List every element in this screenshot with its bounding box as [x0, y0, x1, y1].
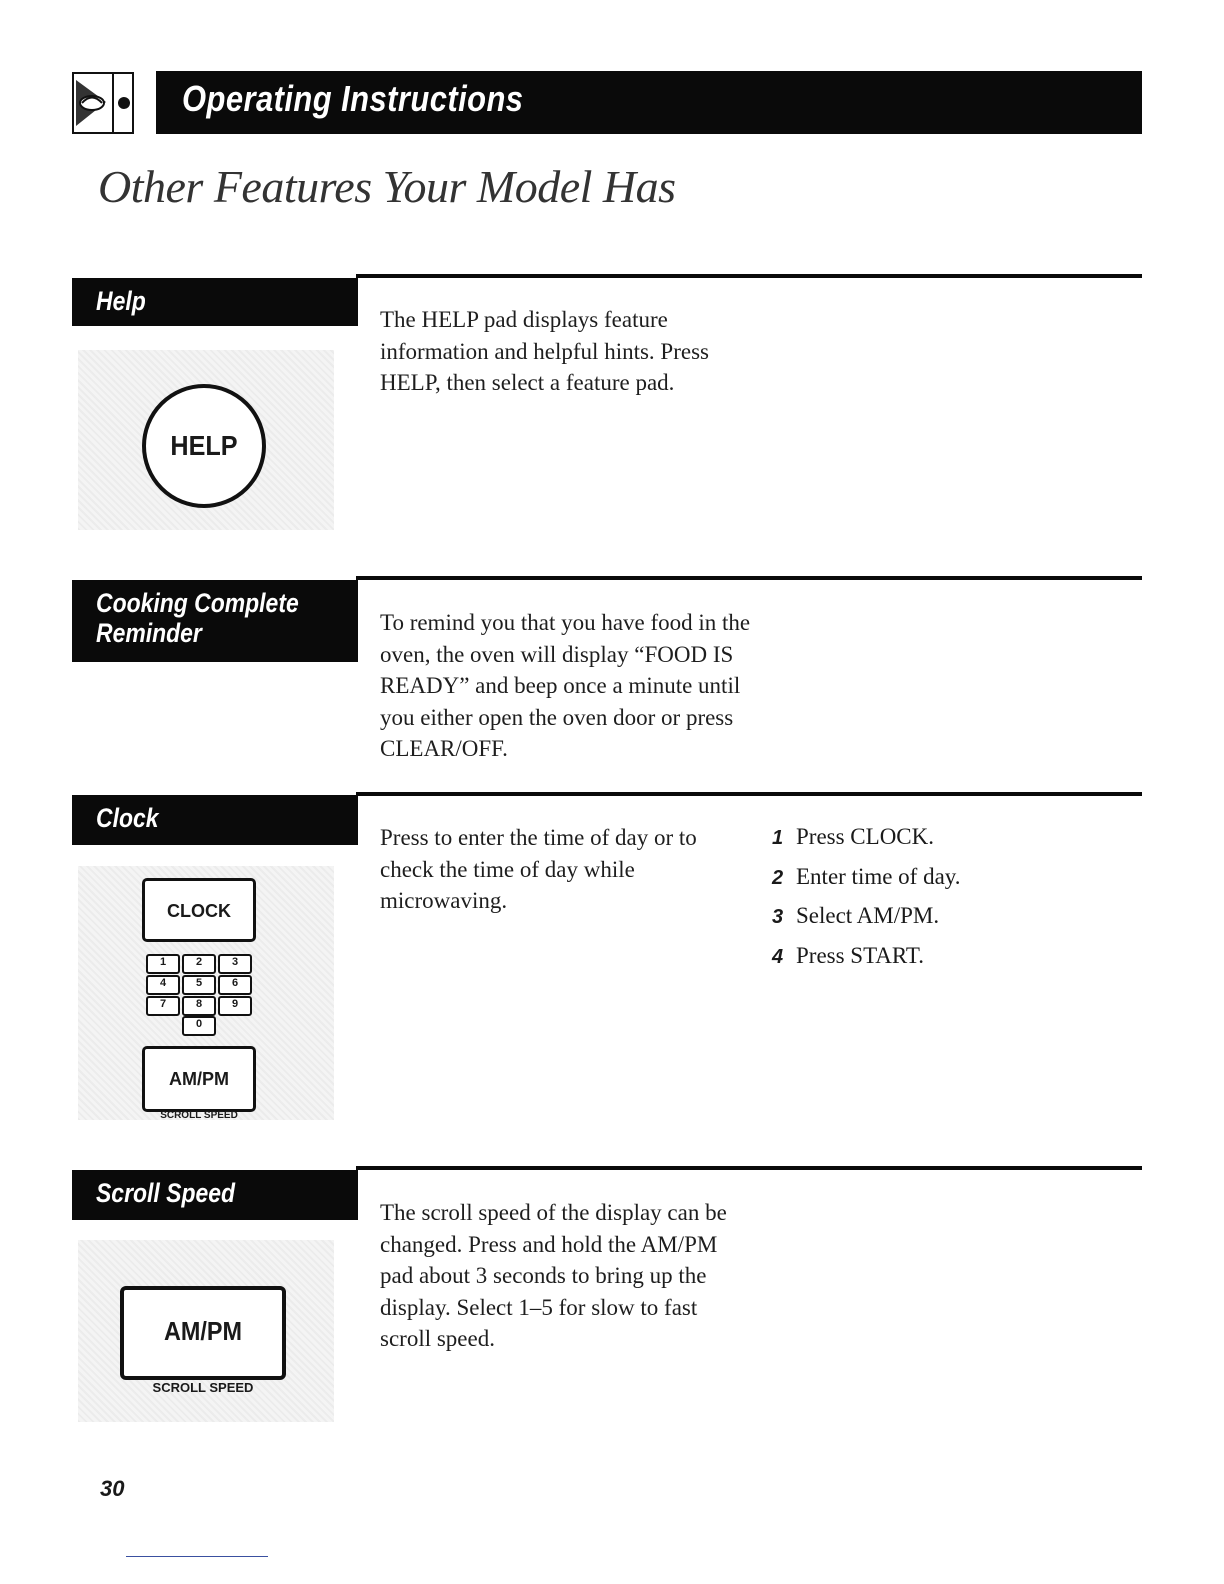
- scroll-speed-description: The scroll speed of the display can be changed. Press and hold the AM/PM pad about 3 seconds to bring up the display. Select 1–5 for slow to fast scroll speed.: [380, 1200, 727, 1351]
- step-text: Press START.: [796, 943, 924, 968]
- step-text: Press CLOCK.: [796, 824, 935, 849]
- section-heading-label: Clock: [96, 803, 159, 833]
- step-number: 2: [772, 867, 784, 889]
- header-title: Operating Instructions: [182, 78, 524, 119]
- step-number: 1: [772, 827, 784, 849]
- number-key-9: 9: [218, 996, 252, 1016]
- ampm-pad-caption: SCROLL SPEED: [160, 1110, 238, 1121]
- ampm-pad-large: [120, 1286, 286, 1380]
- number-key-3: 3: [218, 954, 252, 974]
- number-key-1: 1: [146, 954, 180, 974]
- section-heading-label-line2: Reminder: [96, 618, 202, 648]
- section-heading-label: Scroll Speed: [96, 1178, 236, 1208]
- clock-step: [772, 903, 939, 929]
- number-key-2: 2: [182, 954, 216, 974]
- reminder-description: To remind you that you have food in the oven, the oven will display “FOOD IS READY” and beep once a minute until you either open the oven door or press CLEAR/OFF.: [380, 610, 751, 761]
- section-rule: [356, 1166, 1142, 1170]
- number-key-8: 8: [182, 996, 216, 1016]
- section-heading-scroll-speed: [72, 1170, 358, 1220]
- number-key-0: 0: [182, 1016, 216, 1036]
- section-heading-reminder: [72, 580, 358, 662]
- ampm-pad-large-caption: SCROLL SPEED: [152, 1380, 254, 1395]
- number-key-4: 4: [146, 975, 180, 995]
- step-text: Select AM/PM.: [796, 903, 940, 928]
- clock-pad: [142, 878, 256, 942]
- step-number: 3: [772, 906, 784, 928]
- page-number: 30: [100, 1476, 125, 1501]
- clock-step: [772, 864, 961, 890]
- microwave-icon: [72, 72, 134, 134]
- section-rule: [356, 274, 1142, 278]
- clock-step: [772, 943, 924, 969]
- section-heading-label: Help: [96, 286, 146, 316]
- ampm-pad-large-label: AM/PM: [163, 1316, 242, 1346]
- section-rule: [356, 576, 1142, 580]
- section-heading-clock: [72, 795, 358, 845]
- number-key-5: 5: [182, 975, 216, 995]
- step-text: Enter time of day.: [796, 864, 961, 889]
- ampm-pad: [142, 1046, 256, 1112]
- page-title: Other Features Your Model Has: [98, 161, 676, 212]
- section-rule: [356, 792, 1142, 796]
- clock-illustration: [78, 866, 334, 1120]
- step-number: 4: [772, 946, 784, 968]
- section-heading-help: [72, 278, 358, 326]
- help-description: The HELP pad displays feature information and helpful hints. Press HELP, then select a feature pad.: [380, 307, 709, 395]
- help-illustration: [78, 350, 334, 530]
- ampm-pad-label: AM/PM: [169, 1069, 229, 1089]
- clock-pad-label: CLOCK: [167, 901, 231, 921]
- help-pad-label: HELP: [170, 430, 238, 461]
- footer-line: [126, 1556, 268, 1557]
- clock-description: Press to enter the time of day or to check the time of day while microwaving.: [380, 825, 697, 913]
- scroll-speed-illustration: [78, 1240, 334, 1422]
- number-key-6: 6: [218, 975, 252, 995]
- number-key-7: 7: [146, 996, 180, 1016]
- section-heading-label-line1: Cooking Complete: [96, 588, 299, 618]
- help-pad: [142, 384, 266, 508]
- clock-step: [772, 824, 934, 850]
